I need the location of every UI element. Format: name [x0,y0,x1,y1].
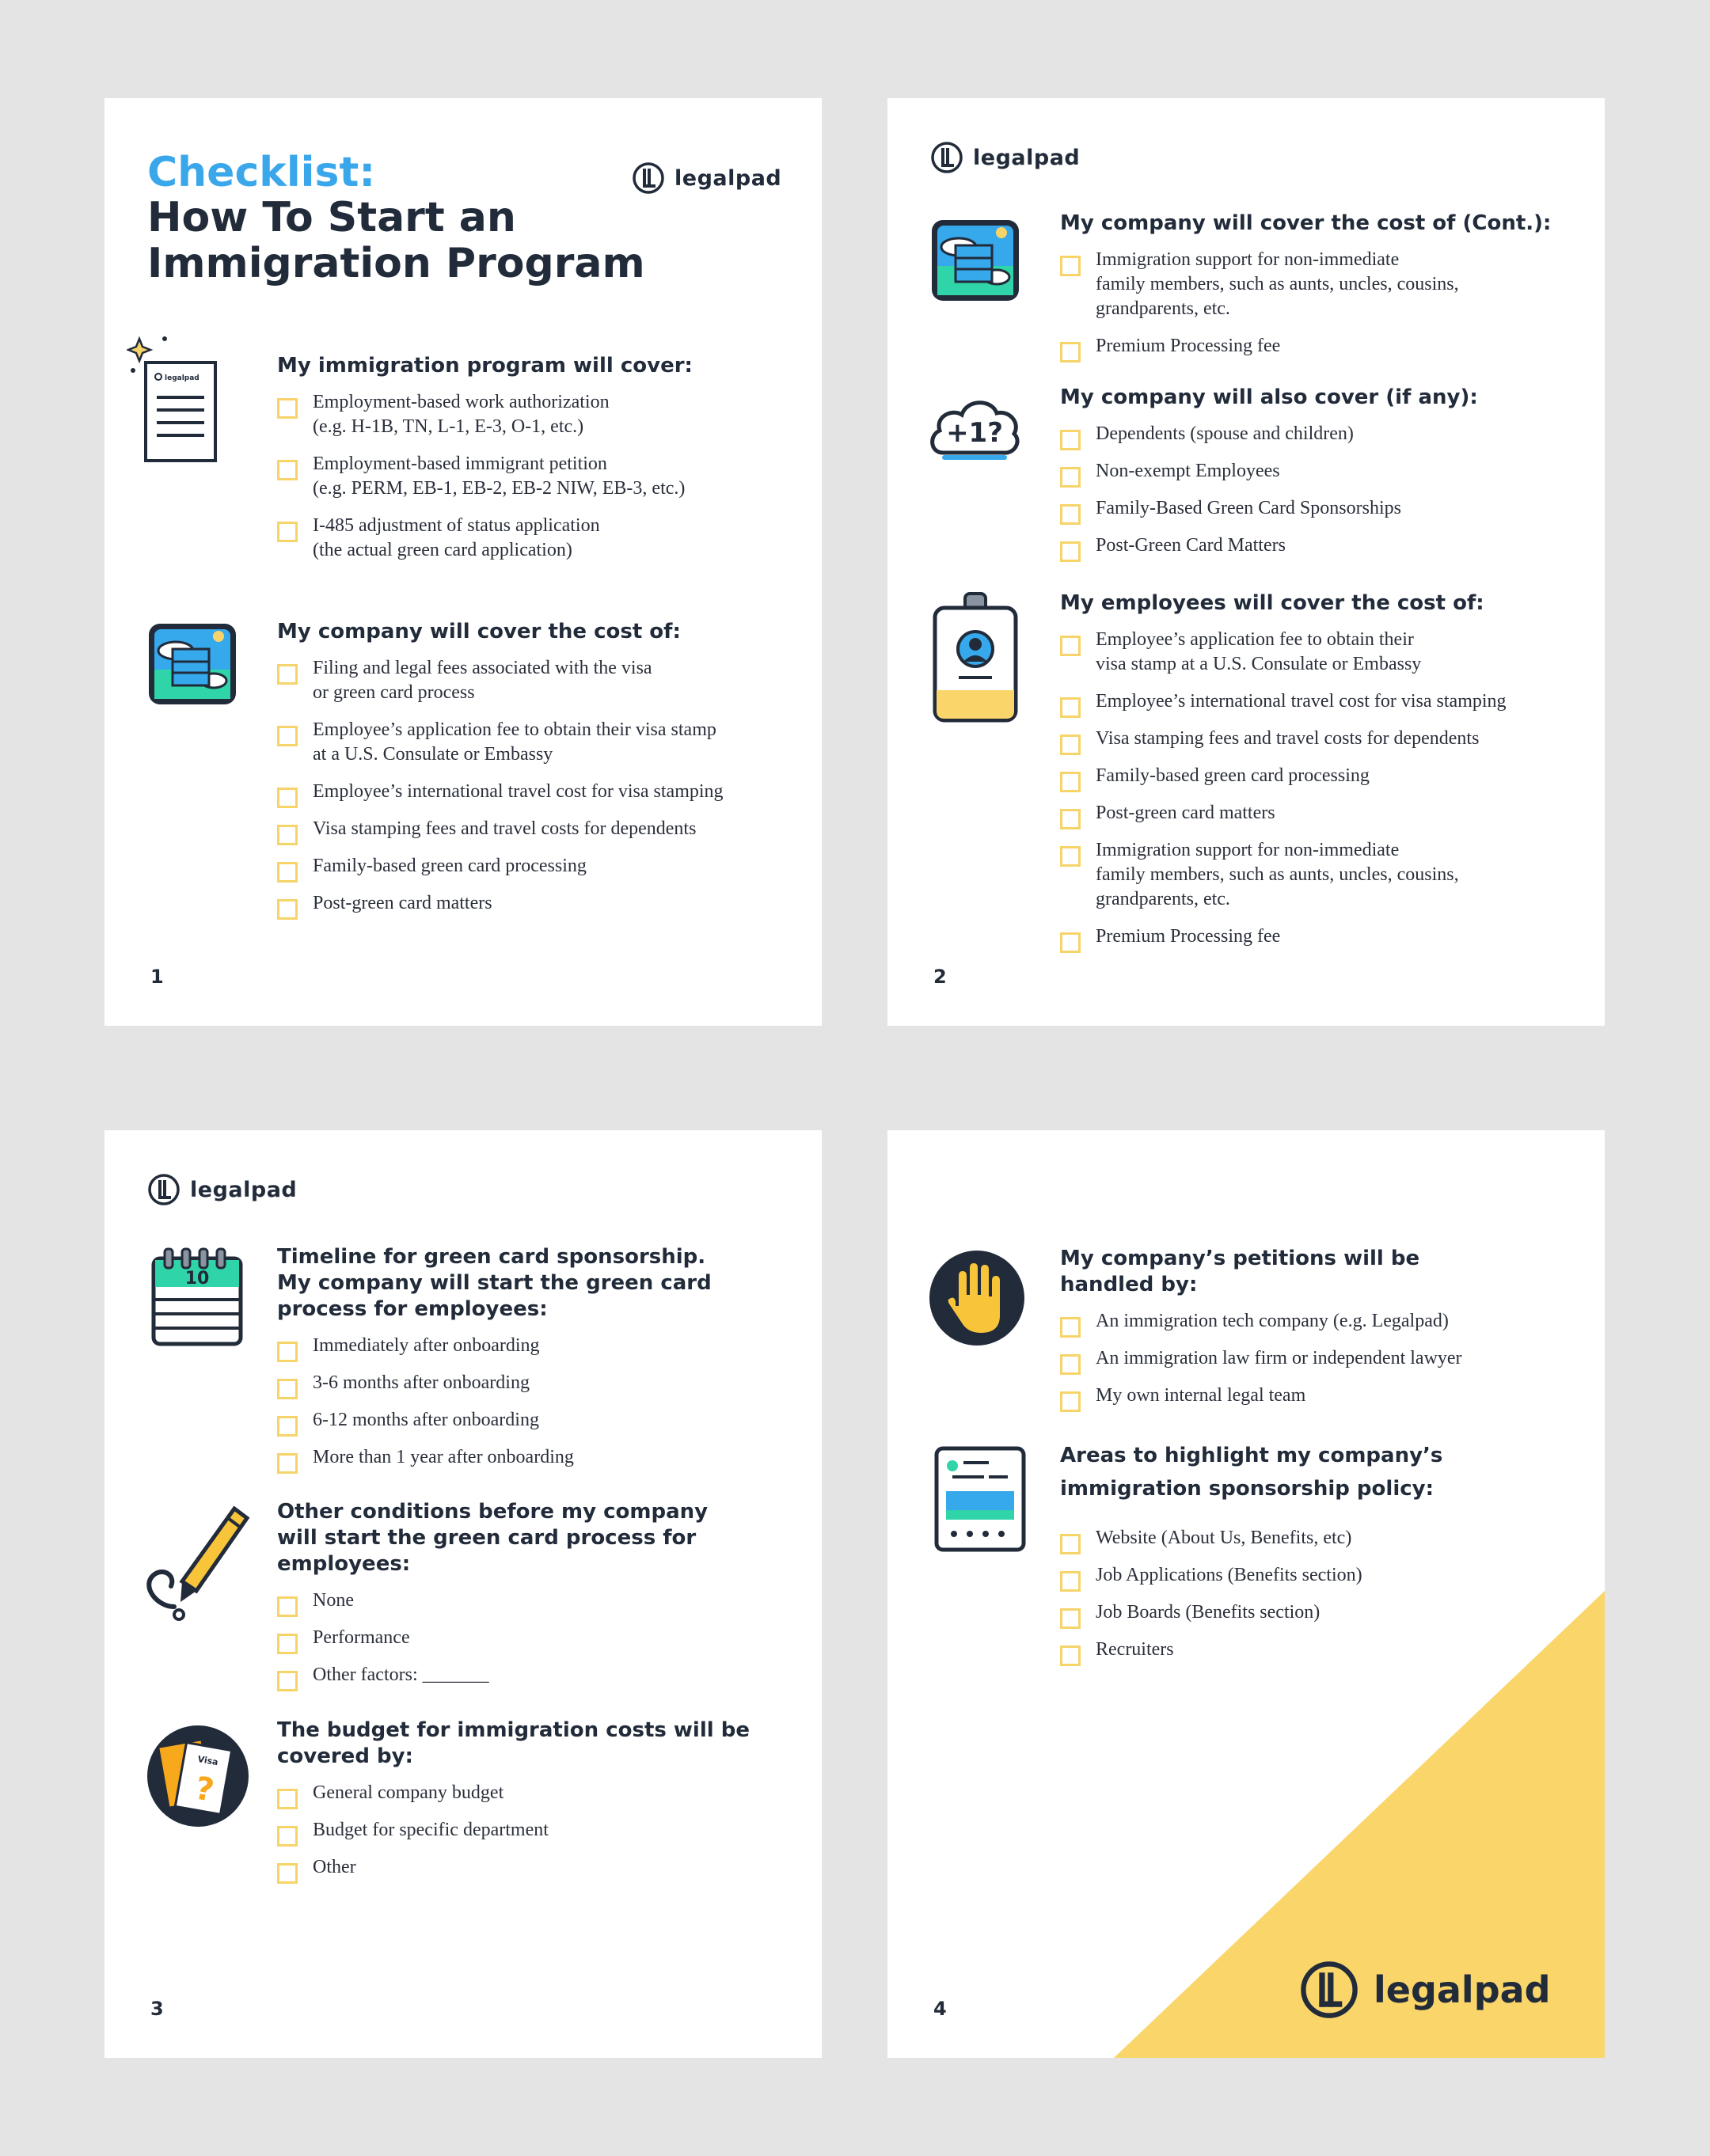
logo-wordmark: legalpad [190,1177,298,1202]
raised-hand-icon [929,1249,1025,1347]
section-title: My company will cover the cost of (Cont.): [1060,211,1552,235]
checklist-item[interactable] [277,1408,792,1433]
legalpad-logo-icon [930,141,963,174]
section-program-cover [277,353,792,575]
item-label: I-485 adjustment of status application (the actual green card application) [313,515,600,560]
checklist-item[interactable] [277,1781,792,1805]
item-label: 6-12 months after onboarding [313,1410,539,1430]
checklist-item[interactable] [277,1371,792,1395]
checklist-item[interactable] [277,452,792,501]
checkbox[interactable] [1060,1391,1081,1412]
item-label: Employee’s international travel cost for visa stamping [1096,691,1507,712]
checklist-item[interactable] [1060,248,1575,321]
checklist-page-1 [104,98,822,1026]
item-label: An immigration law firm or independent lawyer [1096,1348,1462,1368]
checkbox[interactable] [277,726,298,746]
checkbox[interactable] [277,664,298,685]
logo-wordmark: legalpad [1374,1968,1551,2011]
section-title: Other conditions before my company will start the green card process for employees: [277,1500,709,1576]
checklist-item[interactable] [277,718,792,767]
checkbox[interactable] [277,1789,298,1809]
page-title: How To Start an Immigration Program [147,194,645,287]
checklist-item[interactable] [1060,1600,1575,1625]
checkbox[interactable] [277,1342,298,1362]
checkbox[interactable] [277,1863,298,1884]
checklist-item[interactable] [277,1626,792,1650]
title-accent: Checklist: [147,149,376,196]
webpage-icon [933,1445,1027,1553]
item-label: Employment-based immigrant petition (e.g. PERM, EB-1, EB-2, EB-2 NIW, EB-3, etc.) [313,454,686,499]
page-number: 2 [933,966,947,988]
calendar-day: 10 [184,1269,210,1289]
laptop-cloud-icon [146,621,239,708]
checklist-item[interactable] [277,780,792,804]
checkbox[interactable] [277,1826,298,1847]
item-label: Recruiters [1096,1639,1174,1660]
checkbox[interactable] [277,825,298,845]
checkbox[interactable] [277,398,298,419]
item-label: Post-green card matters [1096,803,1275,823]
item-label: Immigration support for non-immediate family members, such as aunts, uncles, cousins, grandparents, etc. [1096,840,1459,909]
checkbox[interactable] [1060,1571,1081,1592]
checkbox[interactable] [1060,504,1081,525]
checklist-item[interactable] [277,1334,792,1358]
item-label: Website (About Us, Benefits, etc) [1096,1528,1352,1548]
checklist-item[interactable] [1060,496,1575,521]
item-label: An immigration tech company (e.g. Legalpad) [1096,1311,1449,1331]
checkbox[interactable] [1060,342,1081,362]
checklist-item[interactable] [1060,764,1575,788]
legalpad-logo-icon [147,1173,180,1206]
checklist-item[interactable] [1060,1309,1575,1334]
item-label: Employee’s international travel cost for visa stamping [313,781,724,802]
checklist-item[interactable] [277,390,792,439]
item-label: Immediately after onboarding [313,1335,540,1356]
item-label: Budget for specific department [313,1820,549,1840]
checkbox[interactable] [277,1453,298,1474]
section-employees-cost [1060,590,1575,962]
checkbox[interactable] [1060,932,1081,953]
checkbox[interactable] [277,460,298,480]
item-label: Family-based green card processing [1096,765,1370,786]
checkbox[interactable] [277,1596,298,1617]
item-label: Other factors: _______ [313,1664,489,1685]
legalpad-logo [147,1173,297,1206]
section-timeline [277,1244,792,1482]
item-label: Filing and legal fees associated with the visa or green card process [313,658,652,703]
checkbox[interactable] [1060,467,1081,488]
checklist-item[interactable] [1060,838,1575,912]
checklist-item[interactable] [1060,459,1575,484]
section-title: My company’s petitions will be handled by: [1060,1247,1420,1296]
item-label: General company budget [313,1782,504,1803]
section-budget [277,1718,792,1892]
pencil-icon [139,1504,250,1623]
item-label: Family-Based Green Card Sponsorships [1096,498,1401,518]
item-label: Post-green card matters [313,893,492,913]
question-mark: ? [192,1770,217,1809]
item-label: Non-exempt Employees [1096,461,1280,481]
checklist-item[interactable] [277,1855,792,1880]
item-label: Job Applications (Benefits section) [1096,1565,1362,1585]
checklist-item[interactable] [1060,801,1575,826]
document-icon [127,336,222,462]
section-petitions-handled [1060,1246,1575,1421]
section-company-cost [277,619,792,928]
checklist-item[interactable] [277,1663,792,1687]
checklist-item[interactable] [1060,689,1575,714]
plus-one-cloud-icon [927,386,1022,465]
document-icon-logo-text: legalpad [165,374,200,382]
checklist-item[interactable] [1060,1384,1575,1408]
item-label: Performance [313,1627,410,1648]
checklist-item[interactable] [277,514,792,563]
checklist-item[interactable] [1060,727,1575,751]
item-label: Employee’s application fee to obtain their visa stamp at a U.S. Consulate or Embassy [1096,629,1422,674]
item-label: Premium Processing fee [1096,926,1281,947]
checklist-item[interactable] [277,817,792,841]
item-label: Visa stamping fees and travel costs for dependents [1096,728,1480,749]
page-number: 3 [150,1998,164,2020]
checkbox[interactable] [277,788,298,808]
checkbox[interactable] [277,1634,298,1654]
legalpad-logo-icon [632,161,665,195]
checklist-item[interactable] [1060,533,1575,558]
checklist-item[interactable] [1060,924,1575,949]
checkbox[interactable] [277,522,298,542]
plus-one-badge-text: +1? [946,417,1003,449]
section-title: The budget for immigration costs will be covered by: [277,1718,750,1768]
item-label: 3-6 months after onboarding [313,1372,530,1393]
section-other-conditions [277,1499,792,1700]
section-title: Areas to highlight my company’s immigration sponsorship policy: [1060,1444,1443,1501]
checklist-page-4 [887,1130,1605,2058]
checkbox[interactable] [1060,772,1081,792]
checklist-item[interactable] [1060,1346,1575,1371]
checkbox[interactable] [277,862,298,883]
item-label: Employee’s application fee to obtain their visa stamp at a U.S. Consulate or Embassy [313,719,716,765]
section-title: Timeline for green card sponsorship. My company will start the green card process for employees: [277,1245,712,1321]
item-label: Post-Green Card Matters [1096,535,1286,556]
item-label: Immigration support for non-immediate family members, such as aunts, uncles, cousins, grandparents, etc. [1096,249,1459,319]
checklist-item[interactable] [277,1818,792,1843]
checklist-item[interactable] [1060,334,1575,359]
checkbox[interactable] [1060,809,1081,829]
legalpad-logo [930,141,1080,174]
checkbox[interactable] [1060,1608,1081,1629]
checklist-item[interactable] [1060,1526,1575,1551]
item-label: Other [313,1857,356,1877]
checklist-item[interactable] [277,1445,792,1470]
checkbox[interactable] [1060,697,1081,718]
section-title: My company will cover the cost of: [277,620,681,643]
calendar-icon [150,1247,244,1347]
checklist-item[interactable] [277,891,792,916]
section-company-cost-cont [1060,211,1575,371]
visa-label: Visa [196,1753,219,1768]
section-title: My employees will cover the cost of: [1060,591,1484,615]
item-label: Visa stamping fees and travel costs for dependents [313,818,697,839]
checkbox[interactable] [1060,256,1081,276]
section-also-cover [1060,385,1575,571]
checklist-item[interactable] [277,656,792,705]
item-label: Dependents (spouse and children) [1096,423,1354,444]
checklist-page-3 [104,1130,822,2058]
legalpad-logo [632,161,781,195]
checkbox[interactable] [1060,430,1081,450]
section-title: My company will also cover (if any): [1060,385,1478,409]
logo-wordmark: legalpad [674,165,782,191]
legalpad-large-logo [1299,1960,1551,2020]
checkbox[interactable] [277,1416,298,1437]
checkbox[interactable] [1060,846,1081,867]
id-badge-icon [932,592,1019,723]
checklist-item[interactable] [1060,1638,1575,1662]
legalpad-logo-icon [1299,1960,1359,2020]
checklist-item[interactable] [277,1589,792,1613]
logo-wordmark: legalpad [973,145,1081,170]
page-number: 1 [150,966,164,988]
item-label: None [313,1590,354,1611]
visa-documents-icon [146,1724,250,1828]
item-label: Job Boards (Benefits section) [1096,1602,1320,1623]
checkbox[interactable] [277,1671,298,1691]
checkbox[interactable] [1060,1534,1081,1554]
item-label: More than 1 year after onboarding [313,1447,574,1467]
checkbox[interactable] [1060,734,1081,755]
checkbox[interactable] [1060,636,1081,656]
checkbox[interactable] [277,899,298,920]
checkbox[interactable] [1060,1354,1081,1375]
checklist-item[interactable] [1060,422,1575,446]
item-label: My own internal legal team [1096,1385,1306,1406]
page-number: 4 [933,1998,947,2020]
checkbox[interactable] [1060,1317,1081,1338]
checkbox[interactable] [277,1379,298,1399]
item-label: Family-based green card processing [313,856,587,876]
checklist-item[interactable] [277,854,792,879]
section-title: My immigration program will cover: [277,354,693,378]
laptop-cloud-icon [929,217,1022,304]
section-highlight-areas [1060,1439,1575,1675]
item-label: Premium Processing fee [1096,336,1281,356]
checklist-item[interactable] [1060,1563,1575,1588]
checklist-item[interactable] [1060,628,1575,677]
checkbox[interactable] [1060,1645,1081,1666]
item-label: Employment-based work authorization (e.g. H-1B, TN, L-1, E-3, O-1, etc.) [313,392,610,437]
checkbox[interactable] [1060,541,1081,562]
checklist-page-2 [887,98,1605,1026]
